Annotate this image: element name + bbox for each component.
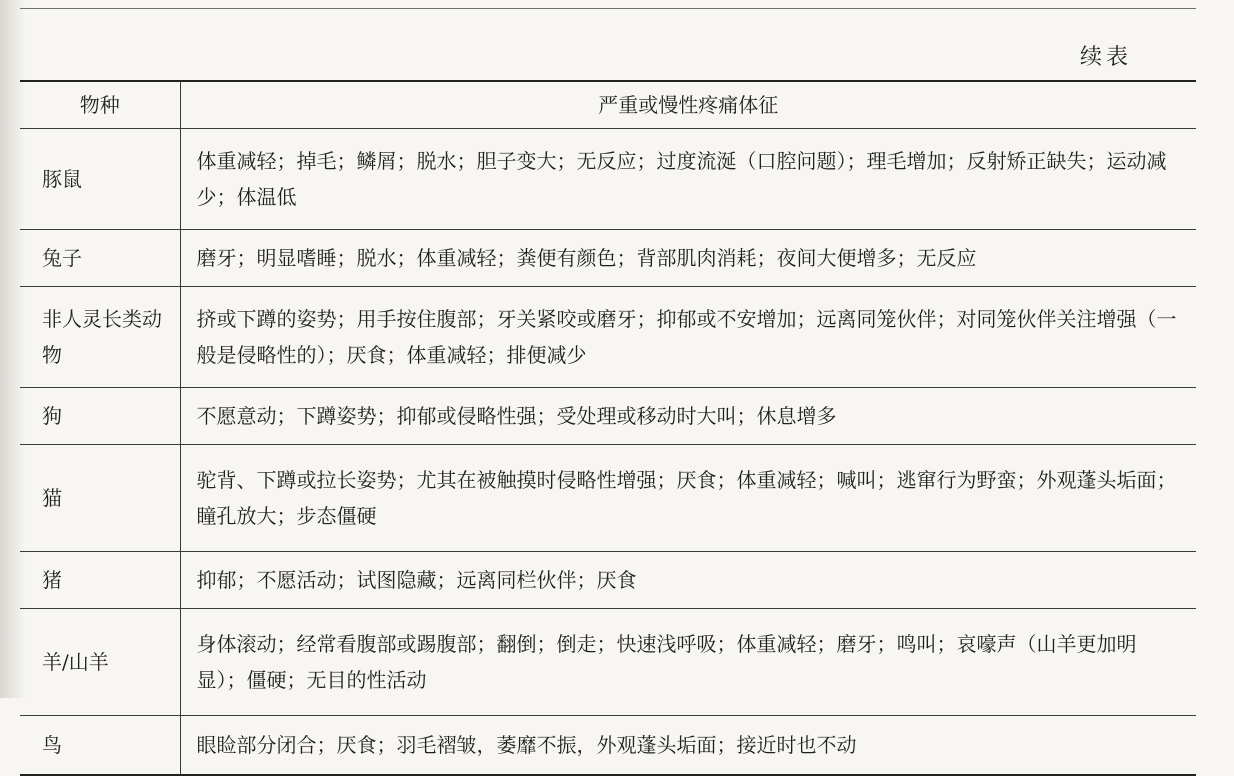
- pain-signs-table: [20, 80, 1196, 776]
- table-row: [20, 445, 1196, 552]
- table-row: [20, 609, 1196, 716]
- species-cell: 非人灵长类动物: [20, 287, 180, 388]
- table-header-row: [20, 81, 1196, 129]
- signs-cell: 驼背、下蹲或拉长姿势；尤其在被触摸时侵略性增强；厌食；体重减轻；喊叫；逃窜行为野蛮；外观蓬头垢面；瞳孔放大；步态僵硬: [180, 445, 1196, 552]
- species-cell: 豚鼠: [20, 129, 180, 230]
- table-row: [20, 552, 1196, 609]
- species-column-header: 物种: [20, 81, 180, 129]
- table-row: [20, 287, 1196, 388]
- signs-column-header: 严重或慢性疼痛体征: [180, 81, 1196, 129]
- species-cell: 羊/山羊: [20, 609, 180, 716]
- species-cell: 猫: [20, 445, 180, 552]
- signs-cell: 抑郁；不愿活动；试图隐藏；远离同栏伙伴；厌食: [180, 552, 1196, 609]
- page-top-rule: [20, 8, 1196, 9]
- signs-cell: 眼睑部分闭合；厌食；羽毛褶皱，萎靡不振，外观蓬头垢面；接近时也不动: [180, 716, 1196, 776]
- species-cell: 鸟: [20, 716, 180, 776]
- table-row: [20, 129, 1196, 230]
- table-row: [20, 716, 1196, 776]
- species-cell: 猪: [20, 552, 180, 609]
- table-row: [20, 230, 1196, 287]
- species-cell: 兔子: [20, 230, 180, 287]
- table-row: [20, 388, 1196, 445]
- signs-cell: 不愿意动；下蹲姿势；抑郁或侵略性强；受处理或移动时大叫；休息增多: [180, 388, 1196, 445]
- table-continued-caption: 续表: [1080, 45, 1133, 70]
- signs-cell: 磨牙；明显嗜睡；脱水；体重减轻；粪便有颜色；背部肌肉消耗；夜间大便增多；无反应: [180, 230, 1196, 287]
- signs-cell: 身体滚动；经常看腹部或踢腹部；翻倒；倒走；快速浅呼吸；体重减轻；磨牙；鸣叫；哀嚎声（山羊更加明显）；僵硬；无目的性活动: [180, 609, 1196, 716]
- species-cell: 狗: [20, 388, 180, 445]
- signs-cell: 挤或下蹲的姿势；用手按住腹部；牙关紧咬或磨牙；抑郁或不安增加；远离同笼伙伴；对同笼伙伴关注增强（一般是侵略性的）；厌食；体重减轻；排便减少: [180, 287, 1196, 388]
- signs-cell: 体重减轻；掉毛；鳞屑；脱水；胆子变大；无反应；过度流涎（口腔问题）；理毛增加；反射矫正缺失；运动减少；体温低: [180, 129, 1196, 230]
